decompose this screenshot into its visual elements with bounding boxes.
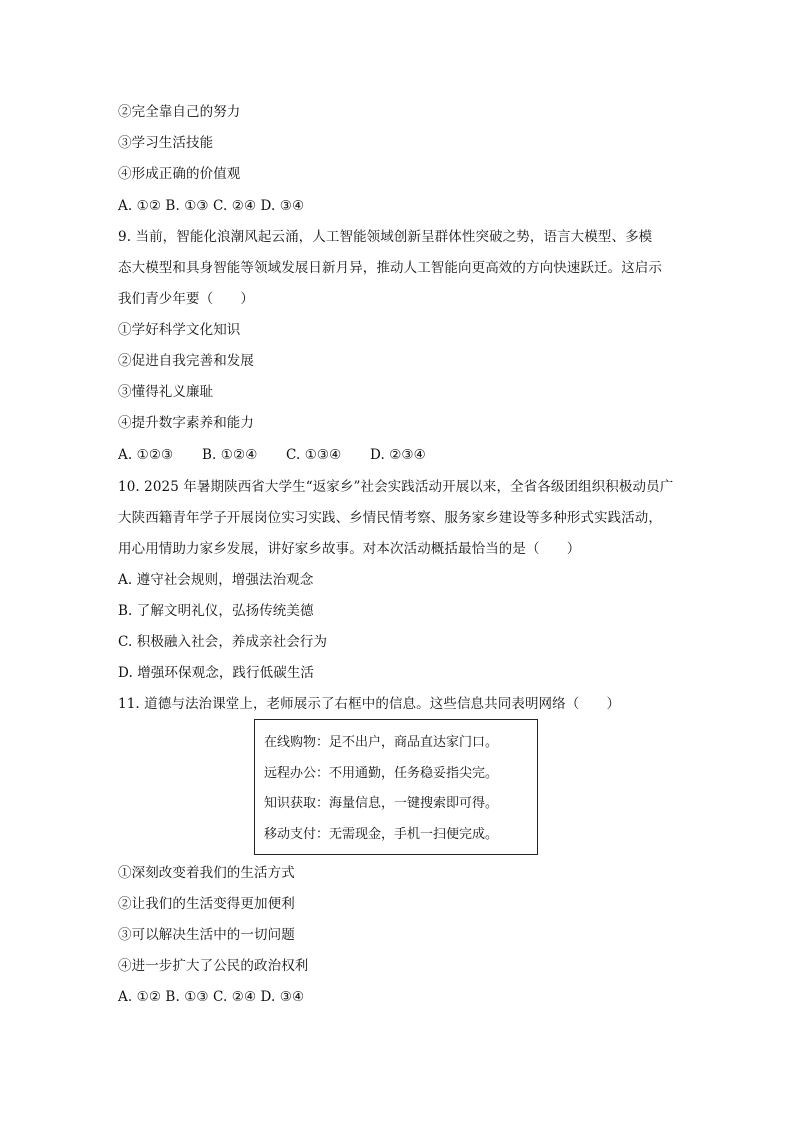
q9-options xyxy=(118,445,426,465)
q9-option-c: C. ①③④ xyxy=(286,447,342,463)
q9-stem-line-1: 9. 当前，智能化浪潮风起云涌，人工智能领域创新呈群体性突破之势，语言大模型、多模 xyxy=(118,229,653,245)
info-box-line-1: 在线购物：足不出户，商品直达家门口。 xyxy=(264,735,499,750)
q8-item-4: ④形成正确的价值观 xyxy=(118,166,241,182)
q9-item-1: ①学好科学文化知识 xyxy=(118,322,241,338)
q10-option-b: B. 了解文明礼仪，弘扬传统美德 xyxy=(118,603,314,619)
q9-stem-line-3: 我们青少年要（ ） xyxy=(118,291,254,307)
q11-info-box xyxy=(254,719,538,855)
q10-stem-line-3: 用心用情助力家乡发展，讲好家乡故事。对本次活动概括最恰当的是（ ） xyxy=(118,541,581,557)
q9-option-a: A. ①②③ xyxy=(118,447,174,463)
info-box-line-4: 移动支付：无需现金，手机一扫便完成。 xyxy=(264,827,499,842)
q9-item-2: ②促进自我完善和发展 xyxy=(118,353,254,369)
q9-item-3: ③懂得礼义廉耻 xyxy=(118,384,214,400)
q10-option-c: C. 积极融入社会，养成亲社会行为 xyxy=(118,634,328,650)
info-box-line-3: 知识获取：海量信息，一键搜索即可得。 xyxy=(264,796,499,811)
q8-item-3: ③学习生活技能 xyxy=(118,135,214,151)
q10-stem-line-1: 10. 2025 年暑期陕西省大学生“返家乡”社会实践活动开展以来，全省各级团组织积极动员广 xyxy=(118,479,674,495)
q10-option-d: D. 增强环保观念，践行低碳生活 xyxy=(118,665,315,681)
q9-item-4: ④提升数字素养和能力 xyxy=(118,415,254,431)
q11-stem: 11. 道德与法治课堂上，老师展示了右框中的信息。这些信息共同表明网络（ ） xyxy=(118,696,621,712)
q8-item-2: ②完全靠自己的努力 xyxy=(118,104,241,120)
q11-options: A. ①② B. ①③ C. ②④ D. ③④ xyxy=(118,989,305,1005)
info-box-line-2: 远程办公：不用通勤，任务稳妥指尖完。 xyxy=(264,766,499,781)
q11-item-1: ①深刻改变着我们的生活方式 xyxy=(118,865,295,881)
q10-option-a: A. 遵守社会规则，增强法治观念 xyxy=(118,572,314,588)
q9-option-d: D. ②③④ xyxy=(370,447,426,463)
q11-item-2: ②让我们的生活变得更加便利 xyxy=(118,896,295,912)
q9-stem-line-2: 态大模型和具身智能等领域发展日新月异，推动人工智能向更高效的方向快速跃迁。这启示 xyxy=(118,260,662,276)
q11-item-4: ④进一步扩大了公民的政治权利 xyxy=(118,958,309,974)
q8-options: A. ①② B. ①③ C. ②④ D. ③④ xyxy=(118,198,305,214)
q10-stem-line-2: 大陕西籍青年学子开展岗位实习实践、乡情民情考察、服务家乡建设等多种形式实践活动， xyxy=(118,510,662,526)
q9-option-b: B. ①②④ xyxy=(202,447,258,463)
q11-item-3: ③可以解决生活中的一切问题 xyxy=(118,927,295,943)
